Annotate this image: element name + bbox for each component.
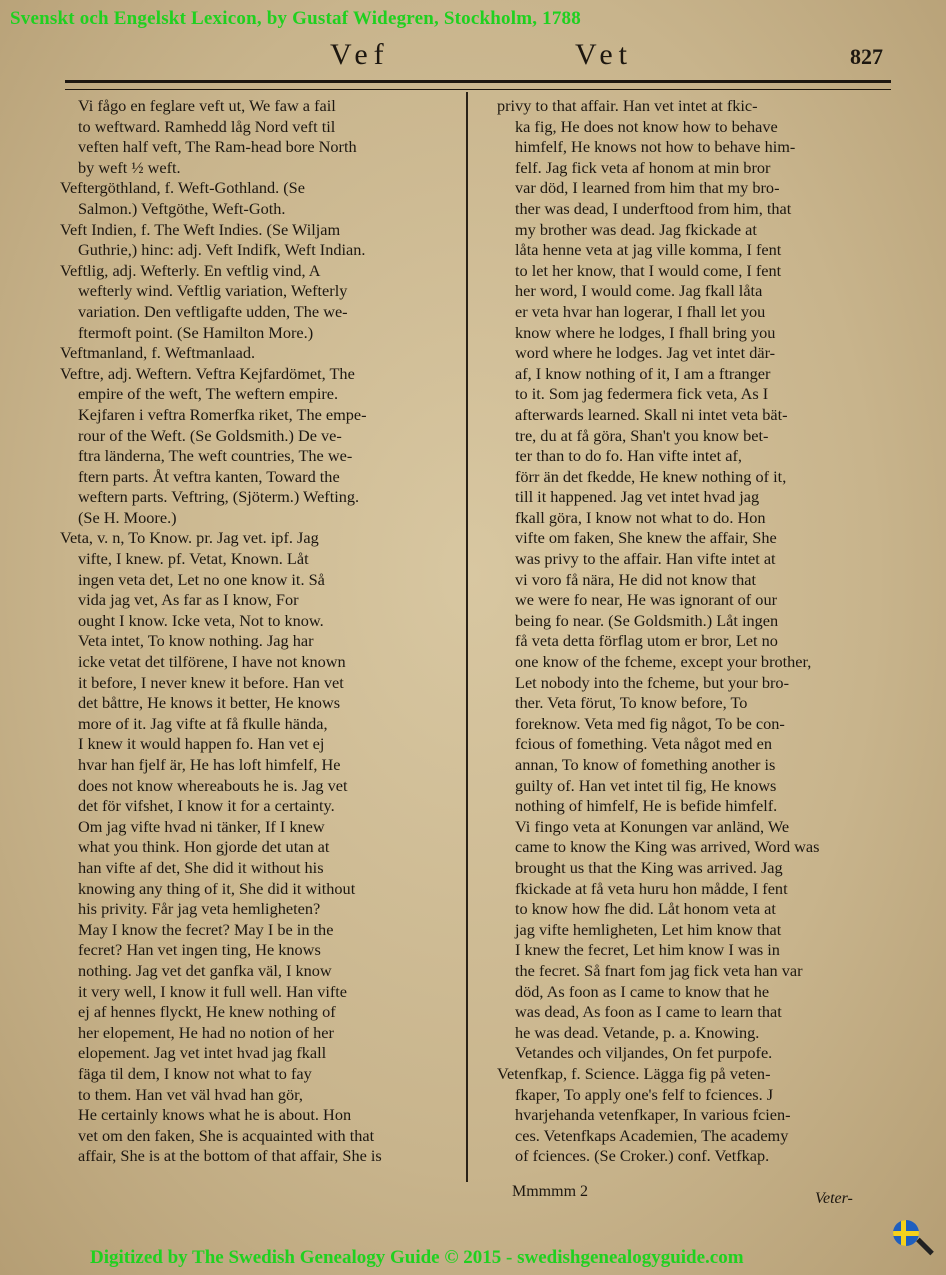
signature-mark: Mmmmm 2 — [512, 1183, 589, 1200]
text-line: fecret? Han vet ingen ting, He knows — [78, 940, 321, 960]
text-line: Veftmanland, f. Weftmanlaad. — [60, 343, 256, 363]
text-line: det för vifshet, I know it for a certainty. — [78, 796, 335, 816]
text-line: ingen veta det, Let no one know it. Så — [78, 569, 325, 589]
text-line: Kejfaren i veftra Romerfka riket, The empe- — [78, 404, 367, 424]
text-line: ought I know. Icke veta, Not to know. — [78, 610, 324, 630]
text-line: empire of the weft, The weftern empire. — [78, 384, 339, 404]
magnifier-icon[interactable] — [916, 1238, 934, 1256]
text-line: det båttre, He knows it better, He knows — [78, 693, 341, 713]
text-line: få veta detta förflag utom er bror, Let no — [515, 631, 778, 651]
text-line: He certainly knows what he is about. Hon — [78, 1105, 352, 1125]
text-line: guilty of. Han vet intet til fig, He knows — [515, 775, 777, 795]
text-line: fkickade at få veta huru hon mådde, I fent — [515, 878, 788, 898]
source-banner: Svenskt och Engelskt Lexicon, by Gustaf Widegren, Stockholm, 1788 — [10, 8, 581, 29]
text-line: Veta intet, To know nothing. Jag har — [78, 631, 314, 651]
text-line: it before, I never knew it before. Han vet — [78, 672, 344, 692]
text-line: fäga til dem, I know not what to fay — [78, 1063, 312, 1083]
text-line: I knew the fecret, Let him know I was in — [515, 940, 780, 960]
text-line: himfelf, He knows not how to behave him- — [515, 137, 796, 157]
text-line: Let nobody into the fcheme, but your bro- — [515, 672, 789, 692]
text-line: being fo near. (Se Goldsmith.) Låt ingen — [515, 610, 779, 630]
text-line: vifte, I knew. pf. Vetat, Known. Låt — [78, 549, 309, 569]
text-line: does not know whereabouts he is. Jag vet — [78, 775, 348, 795]
text-line: er veta hvar han logerar, I fhall let you — [515, 301, 766, 321]
text-line: Veftlig, adj. Wefterly. En veftlig vind, A — [60, 260, 321, 280]
text-line: han vifte af det, She did it without his — [78, 857, 324, 877]
text-line: Veftre, adj. Weftern. Veftra Kejfardömet, The — [60, 363, 355, 383]
text-line: wefterly wind. Veftlig variation, Wefterly — [78, 281, 348, 301]
column-divider — [466, 92, 468, 1182]
left-column — [60, 96, 460, 1167]
text-line: privy to that affair. Han vet intet at fkic- — [497, 96, 758, 115]
text-line: know where he lodges, I fhall bring you — [515, 322, 776, 342]
text-line: nothing. Jag vet det ganfka väl, I know — [78, 960, 332, 980]
text-line: variation. Den veftligafte udden, The we- — [78, 301, 348, 321]
text-line: förr än det fkedde, He knew nothing of it, — [515, 466, 787, 486]
text-line: his privity. Får jag veta hemligheten? — [78, 899, 321, 919]
text-line: Veftergöthland, f. Weft-Gothland. (Se — [60, 178, 305, 198]
text-line: ter than to do fo. Han vifte intet af, — [515, 446, 742, 466]
text-line: ftern parts. Åt veftra kanten, Toward the — [78, 466, 340, 486]
running-head-right: Vet — [575, 38, 633, 71]
text-line: Vi fågo en feglare veft ut, We faw a fail — [78, 96, 336, 115]
text-line: was privy to the affair. Han vifte intet at — [515, 549, 776, 569]
text-line: word where he lodges. Jag vet intet där- — [515, 343, 776, 363]
text-line: död, As foon as I came to know that he — [515, 981, 770, 1001]
text-line: knowing any thing of it, She did it without — [78, 878, 356, 898]
text-line: ftra länderna, The weft countries, The we- — [78, 446, 353, 466]
text-line: Guthrie,) hinc: adj. Veft Indifk, Weft Indian. — [78, 240, 366, 260]
text-line: annan, To know of fomething another is — [515, 755, 776, 774]
text-line: (Se H. Moore.) — [78, 507, 177, 527]
text-line: vet om den faken, She is acquainted with that — [78, 1125, 375, 1145]
text-line: to weftward. Ramhedd låg Nord veft til — [78, 116, 336, 136]
text-line: to them. Han vet väl hvad han gör, — [78, 1084, 303, 1104]
text-line: hvarjehanda vetenfkaper, In various fcien- — [515, 1105, 791, 1125]
text-line: låta henne veta at jag ville komma, I fent — [515, 240, 782, 260]
text-line: affair, She is at the bottom of that affair, She is — [78, 1146, 382, 1166]
text-line: was dead, As foon as I came to learn that — [515, 1002, 782, 1022]
text-line: the fecret. Så fnart fom jag fick veta han var — [515, 960, 803, 980]
text-line: to let her know, that I would come, I fent — [515, 260, 782, 280]
text-line: vida jag vet, As far as I know, For — [78, 590, 299, 610]
text-line: ftermoft point. (Se Hamilton More.) — [78, 322, 314, 342]
text-line: May I know the fecret? May I be in the — [78, 919, 334, 939]
text-line: Vi fingo veta at Konungen var anländ, We — [515, 816, 790, 836]
text-line: her elopement, He had no notion of her — [78, 1022, 334, 1042]
text-line: var död, I learned from him that my bro- — [515, 178, 780, 198]
text-line: fkall göra, I know not what to do. Hon — [515, 507, 766, 527]
catchword: Veter- — [815, 1190, 853, 1207]
right-column — [497, 96, 887, 1167]
text-line: af, I know nothing of it, I am a ftranger — [515, 363, 771, 383]
text-line: of fciences. (Se Croker.) conf. Vetfkap. — [515, 1146, 770, 1166]
text-line: fcious of fomething. Veta något med en — [515, 734, 772, 754]
text-line: my brother was dead. Jag fkickade at — [515, 219, 757, 239]
text-line: elopement. Jag vet intet hvad jag fkall — [78, 1043, 327, 1063]
text-line: tre, du at få göra, Shan't you know bet- — [515, 425, 769, 445]
page-number: 827 — [850, 44, 883, 69]
text-line: more of it. Jag vifte at få fkulle hända, — [78, 713, 328, 733]
text-line: till it happened. Jag vet intet hvad jag — [515, 487, 760, 507]
text-line: veften half veft, The Ram-head bore North — [78, 137, 357, 157]
text-line: afterwards learned. Skall ni intet veta bät- — [515, 404, 788, 424]
text-line: I knew it would happen fo. Han vet ej — [78, 734, 325, 754]
text-line: ces. Vetenfkaps Academien, The academy — [515, 1125, 789, 1145]
text-line: Vetandes och viljandes, On fet purpofe. — [515, 1043, 773, 1063]
text-line: ther was dead, I underftood from him, that — [515, 198, 792, 218]
text-line: her word, I would come. Jag fkall låta — [515, 281, 763, 301]
text-line: jag vifte hemligheten, Let him know that — [515, 919, 782, 939]
text-line: nothing of himfelf, He is befide himfelf. — [515, 796, 778, 816]
text-line: one know of the fcheme, except your brother, — [515, 652, 812, 672]
text-line: to know how fhe did. Låt honom veta at — [515, 899, 776, 919]
text-line: brought us that the King was arrived. Jag — [515, 857, 783, 877]
text-line: Veft Indien, f. The Weft Indies. (Se Wiljam — [60, 219, 341, 239]
text-line: vifte om faken, She knew the affair, She — [515, 528, 777, 548]
text-line: fkaper, To apply one's felf to fciences. J — [515, 1084, 774, 1104]
text-line: icke vetat det tilförene, I have not known — [78, 652, 346, 672]
text-line: ej af hennes flyckt, He knew nothing of — [78, 1002, 336, 1022]
text-line: felf. Jag fick veta af honom at min bror — [515, 157, 771, 177]
text-line: to it. Som jag federmera fick veta, As I — [515, 384, 769, 404]
text-line: Om jag vifte hvad ni tänker, If I knew — [78, 816, 325, 836]
text-line: rour of the Weft. (Se Goldsmith.) De ve- — [78, 425, 342, 445]
digitized-credit: Digitized by The Swedish Genealogy Guide © 2015 - swedishgenealogyguide.com — [90, 1247, 744, 1268]
text-line: ka fig, He does not know how to behave — [515, 116, 778, 136]
header-rule — [65, 80, 891, 90]
running-head-left: Vef — [330, 38, 390, 71]
text-line: we were fo near, He was ignorant of our — [515, 590, 778, 610]
text-line: Vetenfkap, f. Science. Lägga fig på veten- — [497, 1063, 771, 1083]
text-line: hvar han fjelf är, He has loft himfelf, He — [78, 755, 341, 774]
text-line: came to know the King was arrived, Word was — [515, 837, 820, 857]
text-line: ther. Veta förut, To know before, To — [515, 693, 748, 713]
swedish-flag-icon[interactable] — [893, 1220, 919, 1246]
text-line: foreknow. Veta med fig något, To be con- — [515, 713, 785, 733]
text-line: what you think. Hon gjorde det utan at — [78, 837, 330, 857]
text-line: he was dead. Vetande, p. a. Knowing. — [515, 1022, 760, 1042]
text-line: vi voro få nära, He did not know that — [515, 569, 756, 589]
text-line: by weft ½ weft. — [78, 157, 181, 177]
text-line: weftern parts. Veftring, (Sjöterm.) Wefting. — [78, 487, 360, 507]
text-line: Salmon.) Veftgöthe, Weft-Goth. — [78, 198, 286, 218]
text-line: it very well, I know it full well. Han vifte — [78, 981, 348, 1001]
text-line: Veta, v. n, To Know. pr. Jag vet. ipf. Jag — [60, 528, 319, 548]
